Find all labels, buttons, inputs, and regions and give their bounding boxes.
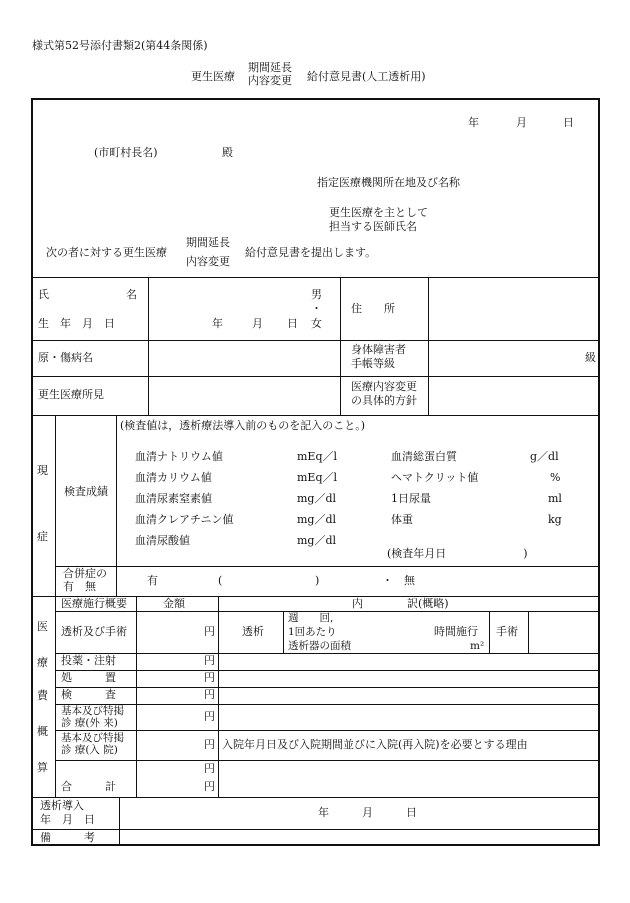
complication-no: 無	[404, 574, 415, 587]
cost-label-char: 療	[37, 656, 48, 669]
test-date: (検査年月日 )	[387, 547, 528, 560]
rule	[489, 611, 490, 653]
yen: 円	[204, 738, 215, 751]
submit-option-change: 内容変更	[186, 254, 230, 268]
title-option-change: 内容変更	[248, 73, 292, 87]
test-name: 1日尿量	[391, 492, 431, 505]
test-name: 血清尿素窒素値	[135, 492, 212, 505]
submit-suffix: 給付意見書を提出します。	[245, 246, 377, 259]
outpatient-label-1: 基本及び特掲	[61, 705, 124, 717]
rule	[340, 277, 341, 415]
row-label: 処 置	[61, 671, 116, 684]
intro-date: 年 月 日	[318, 806, 417, 819]
yen: 円	[204, 654, 215, 667]
test-name: 血清総蛋白質	[391, 450, 457, 463]
doctor-label-2: 担当する医師氏名	[329, 220, 417, 233]
date-month: 月	[516, 116, 527, 129]
yen: 円	[204, 762, 215, 775]
intro-label-1: 透析導入	[40, 799, 84, 812]
doctor-label-1: 更生医療を主として	[329, 206, 428, 219]
submit-prefix: 次の者に対する更生医療	[46, 246, 167, 259]
inpatient-label-2: 診 療(入 院)	[61, 744, 118, 756]
change-label-2: の具体的方針	[351, 394, 417, 407]
remarks-label: 備 考	[40, 831, 95, 844]
test-name: ヘマトクリット値	[391, 471, 479, 484]
cost-label-char: 費	[37, 689, 48, 702]
rule	[31, 340, 600, 341]
rule	[31, 376, 600, 377]
test-name: 体重	[391, 513, 413, 526]
rule	[136, 596, 137, 797]
honorific: 殿	[222, 146, 233, 159]
submit-option-extend: 期間延長	[186, 236, 230, 249]
row-label: 検 査	[61, 688, 116, 701]
dialysis-label: 透析及び手術	[61, 625, 127, 638]
title-prefix: 更生医療	[191, 70, 235, 83]
symptoms-label-2: 症	[37, 530, 48, 543]
rule	[55, 566, 600, 567]
test-unit: %	[550, 471, 561, 484]
row-label: 投薬・注射	[61, 654, 116, 667]
institution-label: 指定医療機関所在地及び名称	[317, 176, 460, 189]
change-label-1: 医療内容変更	[351, 380, 417, 393]
complication-yes: 有	[147, 574, 158, 587]
complication-label-2: 有 無	[63, 580, 96, 593]
date-day: 日	[563, 116, 574, 129]
name-label: 氏 名	[38, 288, 137, 301]
cost-label-char: 概	[37, 725, 48, 738]
yen: 円	[204, 671, 215, 684]
test-unit: mg／dl	[297, 492, 337, 505]
birth-day: 日	[287, 317, 298, 330]
sex-male: 男	[311, 288, 322, 301]
yen: 円	[204, 780, 215, 793]
test-unit: g／dl	[530, 450, 559, 463]
test-name: 血清クレアチニン値	[135, 513, 234, 526]
test-unit: ml	[548, 492, 562, 505]
findings-label: 更生医療所見	[38, 388, 104, 401]
yen: 円	[204, 625, 215, 638]
cost-label-char: 算	[37, 761, 48, 774]
form-code: 様式第52号添付書類2(第44条関係)	[32, 39, 208, 52]
mayor-name: (市町村長名)	[94, 146, 158, 159]
test-unit: mEq／l	[297, 471, 338, 484]
session-time: 時間施行	[434, 625, 478, 638]
rule	[116, 415, 117, 596]
inpatient-reason: 入院年月日及び入院期間並びに入院(再入院)を必要とする理由	[222, 738, 528, 751]
rule	[428, 277, 429, 415]
cost-label-char: 医	[37, 620, 48, 633]
weekly-sessions: 週 回,	[288, 612, 334, 624]
date-year: 年	[468, 116, 479, 129]
test-name: 血清尿酸値	[135, 534, 190, 547]
rule	[55, 415, 56, 797]
complication-dot: ・	[382, 574, 393, 587]
birth-month: 月	[252, 317, 263, 330]
rule	[283, 611, 284, 653]
head-detail: 内 訳(概略)	[352, 597, 449, 610]
test-name: 血清カリウム値	[135, 471, 212, 484]
disease-label: 原・傷病名	[38, 351, 93, 364]
sex-female: 女	[311, 317, 322, 330]
rule	[148, 277, 149, 415]
dialysis-word: 透析	[242, 625, 264, 638]
surgery: 手術	[496, 625, 518, 638]
outpatient-label-2: 診 療(外 来)	[61, 717, 118, 729]
tests-note: (検査値は，透析療法導入前のものを記入のこと。)	[120, 419, 366, 432]
handbook-label-2: 手帳等級	[351, 357, 395, 370]
birth-label: 生 年 月 日	[38, 317, 115, 330]
sex-dot: ・	[311, 302, 322, 315]
rule	[31, 797, 600, 798]
paren-close: )	[315, 574, 320, 587]
intro-label-2: 年 月 日	[40, 813, 95, 826]
test-unit: mg／dl	[297, 534, 337, 547]
submit-option	[186, 237, 230, 268]
grade-unit: 級	[585, 351, 596, 364]
test-unit: mEq／l	[297, 450, 338, 463]
title-option	[248, 62, 292, 87]
rule	[119, 797, 120, 845]
form-title: 給付意見書(人工透析用)	[307, 70, 426, 83]
birth-year: 年	[212, 317, 223, 330]
yen: 円	[204, 710, 215, 723]
dialyzer-area: 透析器の面積	[288, 640, 351, 652]
complication-label-1: 合併症の	[63, 567, 107, 580]
per-session: 1回あたり	[288, 626, 337, 638]
test-unit: kg	[548, 513, 562, 526]
symptoms-label-1: 現	[37, 464, 48, 477]
address-label: 住 所	[351, 302, 395, 315]
handbook-label-1: 身体障害者	[351, 343, 406, 356]
title-option-extend: 期間延長	[248, 61, 292, 74]
paren-open: (	[218, 574, 223, 587]
inpatient-label-1: 基本及び特掲	[61, 732, 124, 744]
rule	[31, 829, 600, 830]
head-overview: 医療施行概要	[61, 597, 127, 610]
rule	[31, 277, 600, 278]
test-unit: mg／dl	[297, 513, 337, 526]
tests-label: 検査成績	[64, 485, 108, 498]
head-amount: 金額	[163, 597, 185, 610]
area-unit: m²	[470, 640, 485, 652]
rule	[218, 596, 219, 797]
yen: 円	[204, 688, 215, 701]
test-name: 血清ナトリウム値	[135, 450, 223, 463]
rule	[528, 611, 529, 653]
total-label: 合 計	[61, 780, 116, 793]
